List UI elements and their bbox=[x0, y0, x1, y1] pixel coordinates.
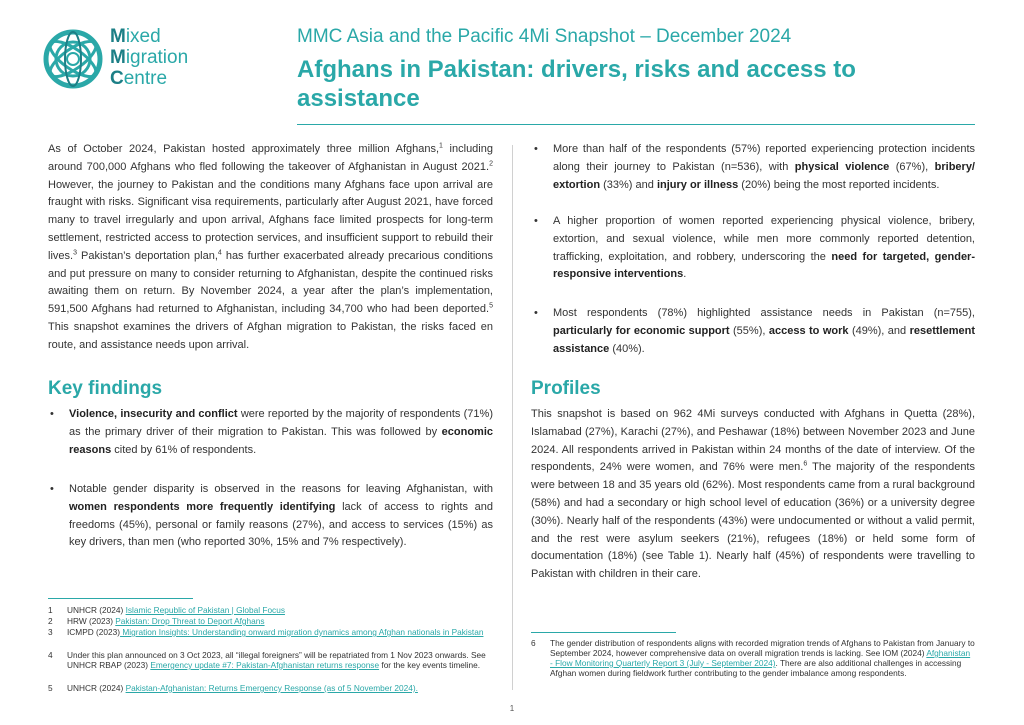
footnote-6-link[interactable]: Afghanistan - Flow Monitoring Quarterly Report 3 (July - September 2024) bbox=[550, 648, 971, 668]
footnote-ref-3[interactable]: 3 bbox=[73, 249, 77, 257]
report-subtitle: MMC Asia and the Pacific 4Mi Snapshot – December 2024 bbox=[297, 26, 792, 47]
footnote-3-link[interactable]: Migration Insights: Understanding onward migration dynamics among Afghan nationals in Pakistan bbox=[120, 627, 484, 637]
mmc-logo bbox=[40, 24, 230, 94]
intro-paragraph: As of October 2024, Pakistan hosted approximately three million Afghans,$^1$ including around 700,000 Afghans who fled following the takeover of Afghanistan in August 2021.$^2$ However, the journey to Pakistan and the conditions many Afghans face upon arrival are fraught with risks. Significant visa requirements, particularly after August 2021, have forced many to travel irregularly and upon arrival, Afghans face limited prospects for long-term settlement, restricted access to protection services, and insufficient support to rebuild their lives.$^3$ Pakistan’s deportation plan,$^4$ has further exacerbated already precarious conditions and put pressure on many to consider returning to Afghanistan, despite the continued risks awaiting them on return. By November 2024, a year after the plan’s implementation, 591,500 Afghans had returned to Afghanistan, including 34,700 who had been deported.$^5$ This snapshot examines the drivers of Afghan migration to Pakistan, the risks faced en route, and assistance needs upon arrival. bbox=[48, 142, 494, 351]
footnote-ref-5[interactable]: 5 bbox=[489, 302, 493, 310]
header-divider bbox=[297, 124, 975, 125]
logo-wordmark: Mixed Migration Centre bbox=[110, 26, 189, 89]
footnote-ref-4[interactable]: 4 bbox=[217, 249, 222, 257]
key-finding-bullet-3: • More than half of the respondents (57%) reported experiencing protection incidents along their journey to Pakistan (n=536), with physical violence (67%), bribery/ extortion (33%) and injury or illness (20%) being the most reported incidents. bbox=[534, 143, 975, 191]
footnote-ref-6[interactable]: 6 bbox=[803, 460, 808, 468]
key-findings-heading: Key findings bbox=[48, 378, 163, 399]
key-finding-bullet-1: • Violence, insecurity and conflict were reported by the majority of respondents (71%) as the primary driver of their migration to Pakistan. This was followed by economic reasons cited by 61% of respondents. bbox=[50, 408, 493, 456]
bullet-dot-icon: • bbox=[534, 307, 538, 319]
footnote-ref-1[interactable]: 1 bbox=[439, 142, 443, 150]
footnote-4-link[interactable]: Emergency update #7: Pakistan-Afghanistan returns response bbox=[150, 660, 380, 670]
key-finding-bullet-4: • A higher proportion of women reported experiencing physical violence, bribery, extortion, and sexual violence, while men more commonly reported detention, trafficking, exploitation, and robbery, underscoring the need for targeted, gender-responsive interventions. bbox=[534, 215, 976, 281]
column-divider bbox=[512, 145, 513, 690]
footnotes-divider-right bbox=[531, 632, 676, 633]
bullet-dot-icon: • bbox=[50, 483, 54, 495]
footnote-2-link[interactable]: Pakistan: Drop Threat to Deport Afghans bbox=[115, 616, 265, 626]
profiles-paragraph: This snapshot is based on 962 4Mi surveys conducted with Afghans in Quetta (28%), Islamabad (27%), Karachi (27%), and Peshawar (18%) between November 2023 and June 2024. All respondents arrived in Pakistan within 24 months of the date of interview. Of the respondents, 24% were women, and 76% were men.$^6$ The majority of the respondents were between 18 and 35 years old (62%). Most respondents came from a rural background (58%) and had a secondary or high school level of education (36%) or a university degree (30%). Nearly half of the respondents (43%) were undocumented or without a valid permit, and the rest were asylum seekers (21%), refugees (18%) or held some form of documentation (18%) (see Table 1). Nearly half (45%) of respondents were travelling to Pakistan with children in their care. bbox=[531, 408, 975, 581]
footnote-5-link[interactable]: Pakistan-Afghanistan: Returns Emergency Response (as of 5 November 2024). bbox=[125, 683, 418, 693]
bullet-dot-icon: • bbox=[534, 143, 538, 155]
report-title: Afghans in Pakistan: drivers, risks and access to assistance bbox=[297, 56, 856, 112]
footnote-1-link[interactable]: Islamic Republic of Pakistan | Global Focus bbox=[125, 605, 285, 615]
globe-logo-icon bbox=[40, 26, 106, 92]
profiles-heading: Profiles bbox=[531, 378, 601, 399]
key-finding-bullet-5: • Most respondents (78%) highlighted assistance needs in Pakistan (n=755), particularly for economic support (55%), access to work (49%), and resettlement assistance (40%). bbox=[534, 307, 976, 355]
footnotes-divider-left bbox=[48, 598, 193, 599]
page-number: 1 bbox=[509, 704, 515, 713]
bullet-dot-icon: • bbox=[534, 215, 538, 227]
key-finding-bullet-2: • Notable gender disparity is observed in the reasons for leaving Afghanistan, with women respondents more frequently identifying lack of access to rights and freedoms (45%), personal or family reasons (27%), and access to services (15%) as key drivers, than men (who reported 30%, 15% and 7% respectively). bbox=[50, 483, 493, 549]
footnote-ref-2[interactable]: 2 bbox=[489, 160, 493, 168]
bullet-dot-icon: • bbox=[50, 408, 54, 420]
